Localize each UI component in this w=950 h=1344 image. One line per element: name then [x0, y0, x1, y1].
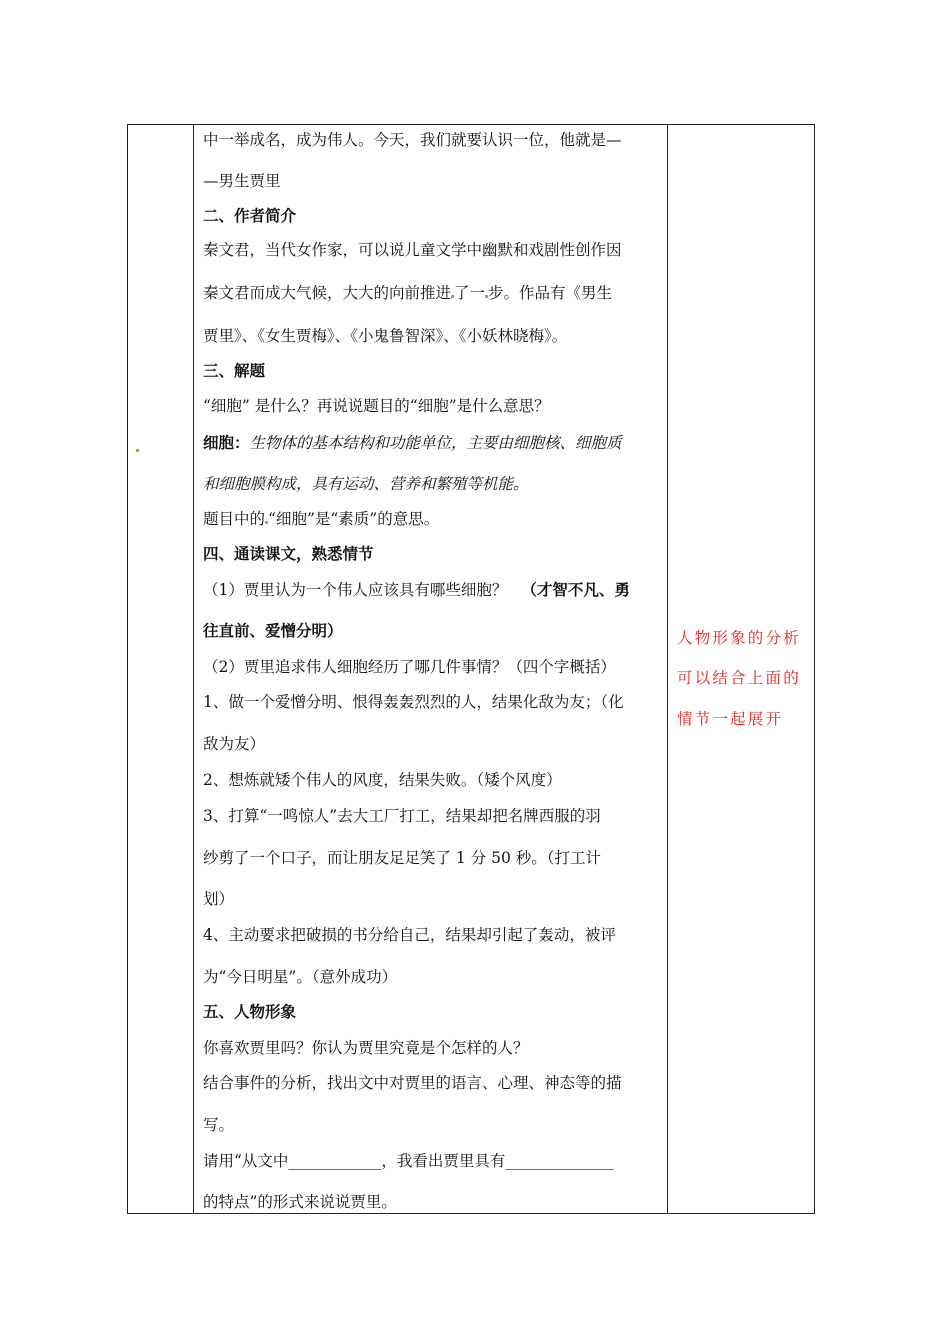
text-line: —男生贾里	[203, 172, 281, 190]
text-span: 秦文君而成大气候，大大的向前推进	[203, 284, 452, 302]
text-span: “细胞”是“素质”的意思。	[268, 510, 440, 528]
definition-term: 细胞：	[203, 433, 250, 452]
note-line: 可以结合上面的	[677, 669, 801, 687]
text-line: 写。	[203, 1116, 235, 1134]
section-heading-title: 三、解题	[203, 361, 266, 380]
definition-line	[203, 433, 622, 453]
text-span: 题目中的	[203, 510, 266, 528]
text-line: 为“今日明星”。（意外成功）	[203, 968, 398, 986]
note-line: 情节一起展开	[677, 710, 784, 728]
text-span: 了一	[454, 284, 486, 302]
text-line	[203, 283, 612, 303]
column-divider-left	[193, 125, 194, 1213]
section-heading-reading: 四、通读课文，熟悉情节	[203, 544, 374, 563]
margin-mark	[136, 449, 139, 452]
text-line: 秦文君，当代女作家，可以说儿童文学中幽默和戏剧性创作因	[203, 241, 622, 259]
text-line: 你喜欢贾里吗？你认为贾里究竟是个怎样的人？	[203, 1039, 529, 1057]
section-heading-author: 二、作者简介	[203, 206, 297, 225]
note-line: 人物形象的分析	[677, 629, 801, 647]
text-line: 2、想炼就矮个伟人的风度，结果失败。（矮个风度）	[203, 771, 562, 789]
text-line: 划）	[203, 890, 235, 908]
text-line: “细胞” 是什么？再说说题目的“细胞”是什么意思？	[203, 397, 550, 415]
definition-text: 和细胞膜构成，具有运动、营养和繁殖等机能。	[203, 475, 529, 493]
text-span: 步。作品有《男生	[488, 284, 613, 302]
text-line	[203, 580, 630, 600]
column-divider-right	[667, 125, 668, 1213]
text-line: 4、主动要求把破损的书分给自己，结果却引起了轰动，被评	[203, 926, 616, 944]
lesson-table	[127, 124, 815, 1214]
text-line: 3、打算“一鸣惊人”去大工厂打工，结果却把名牌西服的羽	[203, 807, 601, 825]
text-line: 请用“从文中____________，我看出贾里具有______________	[203, 1152, 614, 1170]
answer-text: 往直前、爱憎分明）	[203, 621, 343, 640]
text-span: （1）贾里认为一个伟人应该具有哪些细胞？	[203, 581, 508, 599]
text-line: 的特点”的形式来说说贾里。	[203, 1193, 397, 1211]
text-line: 1、做一个爱憎分明、恨得轰轰烈烈的人，结果化敌为友；（化	[203, 693, 624, 711]
text-line: （2）贾里追求伟人细胞经历了哪几件事情？（四个字概括）	[203, 658, 616, 676]
text-line: 中一举成名，成为伟人。今天，我们就要认识一位，他就是—	[203, 131, 622, 149]
definition-text: 生物体的基本结构和功能单位，主要由细胞核、细胞质	[249, 434, 622, 452]
section-heading-character: 五、人物形象	[203, 1002, 297, 1021]
text-line: 贾里》、《女生贾梅》、《小鬼鲁智深》、《小妖林晓梅》。	[203, 327, 568, 345]
answer-text: （才智不凡、勇	[521, 580, 630, 599]
text-line: 敌为友）	[203, 735, 266, 753]
text-line: 结合事件的分析，找出文中对贾里的语言、心理、神态等的描	[203, 1074, 622, 1092]
text-line: 纱剪了一个口子，而让朋友足足笑了 1 分 50 秒。（打工计	[203, 849, 602, 867]
text-line	[203, 509, 439, 529]
